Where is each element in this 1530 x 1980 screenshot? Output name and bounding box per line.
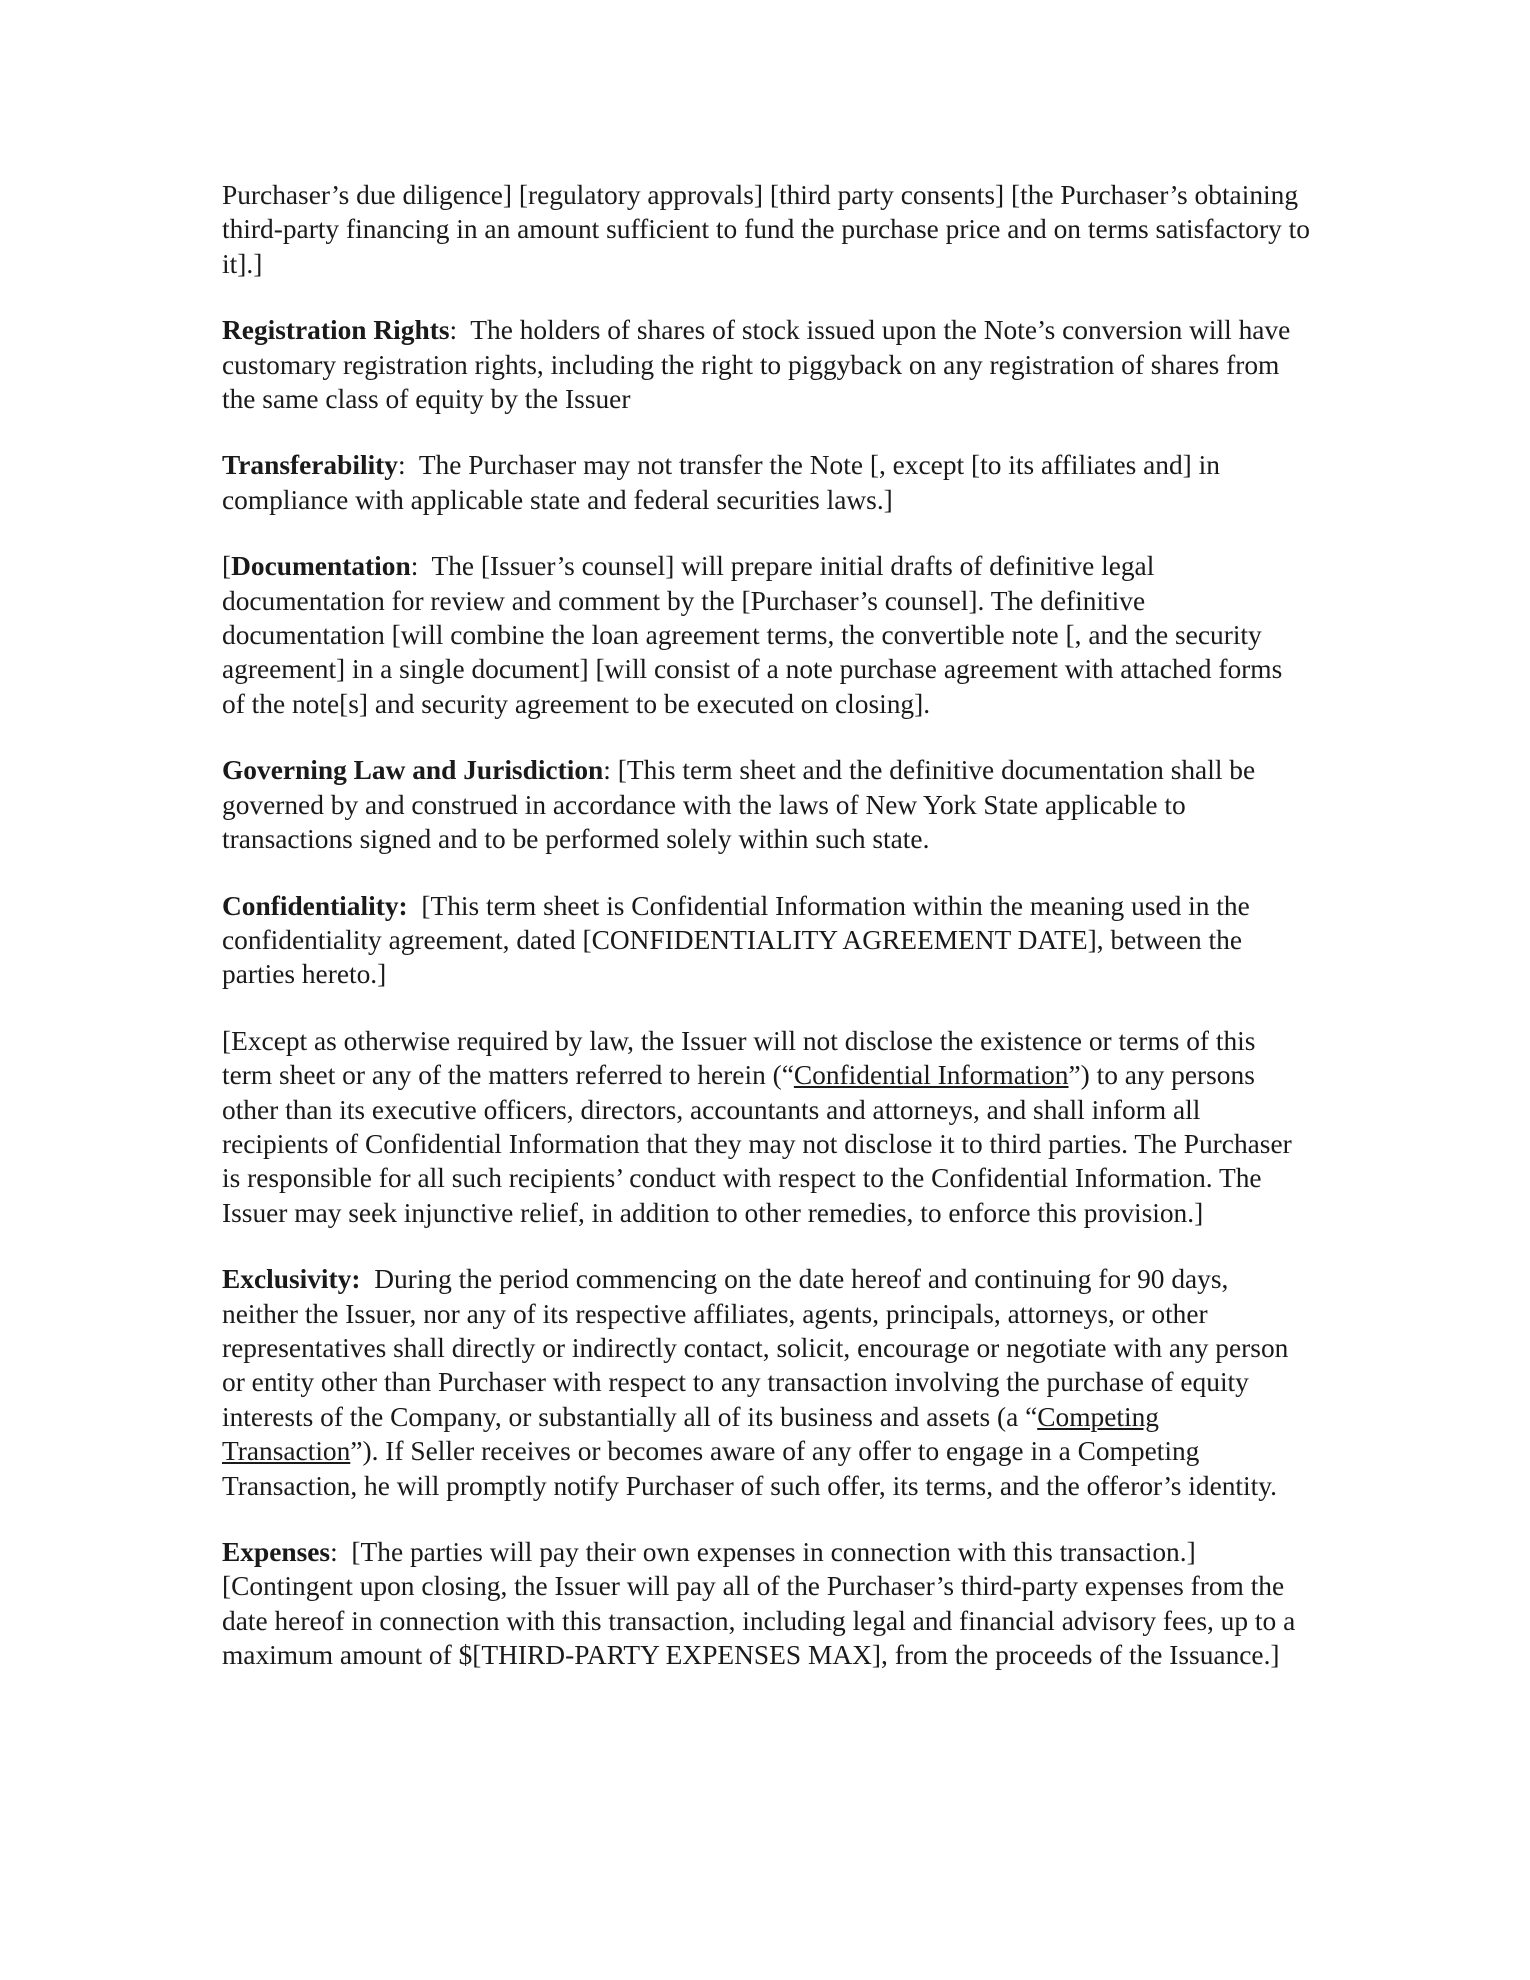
paragraph-text: [This term sheet and the definitive documentation shall be governed by and construed in accordance with the laws of New York State applicable to transactions signed and to be performed solely within such state.	[222, 755, 1256, 855]
section-heading: Registration Rights	[222, 315, 450, 346]
paragraph-text: During the period commencing on the date hereof and continuing for 90 days, neither the Issuer, nor any of its respective affiliates, agents, principals, attorneys, or other representatives shall directly or indirectly contact, solicit, encourage or negotiate with any person or entity other than Purchaser with respect to any transaction involving the purchase of equity interests of the Company, or substantially all of its business and assets (a “	[222, 1264, 1289, 1432]
section-heading: Confidentiality:	[222, 890, 408, 921]
heading-separator: :	[398, 450, 419, 481]
paragraph-text: Purchaser’s due diligence] [regulatory approvals] [third party consents] [the Purchaser’s obtaining third-party financing in an amount sufficient to fund the purchase price and on terms satisfactory to it].]	[222, 180, 1310, 279]
defined-term: Competing Transaction	[222, 1401, 1159, 1467]
paragraph-transferability	[222, 448, 1310, 517]
paragraph-text: The holders of shares of stock issued upon the Note’s conversion will have customary registration rights, including the right to piggyback on any registration of shares from the same class of equity by the Issuer	[222, 315, 1291, 415]
paragraph-text: The [Issuer’s counsel] will prepare initial drafts of definitive legal documentation for review and comment by the [Purchaser’s counsel]. The definitive documentation [will combine the loan agreement terms, the convertible note [, and the security agreement] in a single document] [will consist of a note purchase agreement with attached forms of the note[s] and security agreement to be executed on closing].	[222, 551, 1283, 719]
heading-separator: :	[330, 1537, 352, 1567]
paragraph-text: [Except as otherwise required by law, the Issuer will not disclose the existence or terms of this term sheet or any of the matters referred to herein (“	[222, 1025, 1256, 1091]
defined-term: Confidential Information	[793, 1060, 1069, 1091]
paragraph-conditions-continued	[222, 178, 1310, 281]
paragraph-governing-law	[222, 753, 1310, 856]
paragraph-nondisclosure	[222, 1024, 1310, 1230]
paragraph-text: [This term sheet is Confidential Information within the meaning used in the confidentiality agreement, dated [CONFIDENTIALITY AGREEMENT DATE], between the parties hereto.]	[222, 890, 1250, 990]
section-heading: Governing Law and Jurisdiction	[222, 755, 604, 786]
heading-separator	[360, 1264, 374, 1294]
section-heading: Exclusivity:	[222, 1264, 361, 1295]
heading-separator	[408, 891, 422, 921]
paragraph-registration-rights	[222, 313, 1310, 416]
paragraph-confidentiality	[222, 889, 1310, 992]
paragraph-text: [The parties will pay their own expenses in connection with this transaction.] [Contingent upon closing, the Issuer will pay all of the Purchaser’s third-party expenses from the date hereof in connection with this transaction, including legal and financial advisory fees, up to a maximum amount of $[THIRD-PARTY EXPENSES MAX], from the proceeds of the Issuance.]	[222, 1537, 1296, 1671]
section-heading: Documentation	[231, 551, 411, 582]
paragraph-documentation	[222, 549, 1310, 721]
section-heading: Transferability	[222, 450, 398, 481]
heading-separator: :	[449, 315, 471, 346]
paragraph-exclusivity	[222, 1262, 1310, 1503]
paragraph-text: ”). If Seller receives or becomes aware of any offer to engage in a Competing Transaction, he will promptly notify Purchaser of such offer, its terms, and the offeror’s identity.	[222, 1436, 1278, 1501]
paragraph-text: The Purchaser may not transfer the Note [, except [to its affiliates and] in compliance with applicable state and federal securities laws.]	[222, 450, 1220, 515]
heading-separator: :	[603, 755, 618, 786]
paragraph-text: ”) to any persons other than its executive officers, directors, accountants and attorneys, and shall inform all recipients of Confidential Information that they may not disclose it to third parties. The Purchaser is responsible for all such recipients’ conduct with respect to the Confidential Information. The Issuer may seek injunctive relief, in addition to other remedies, to enforce this provision.]	[222, 1060, 1292, 1228]
section-heading: Expenses	[222, 1537, 331, 1567]
paragraph-expenses	[222, 1535, 1310, 1673]
document-body	[222, 178, 1310, 1705]
opening-bracket: [	[222, 551, 232, 582]
heading-separator: :	[410, 551, 432, 582]
